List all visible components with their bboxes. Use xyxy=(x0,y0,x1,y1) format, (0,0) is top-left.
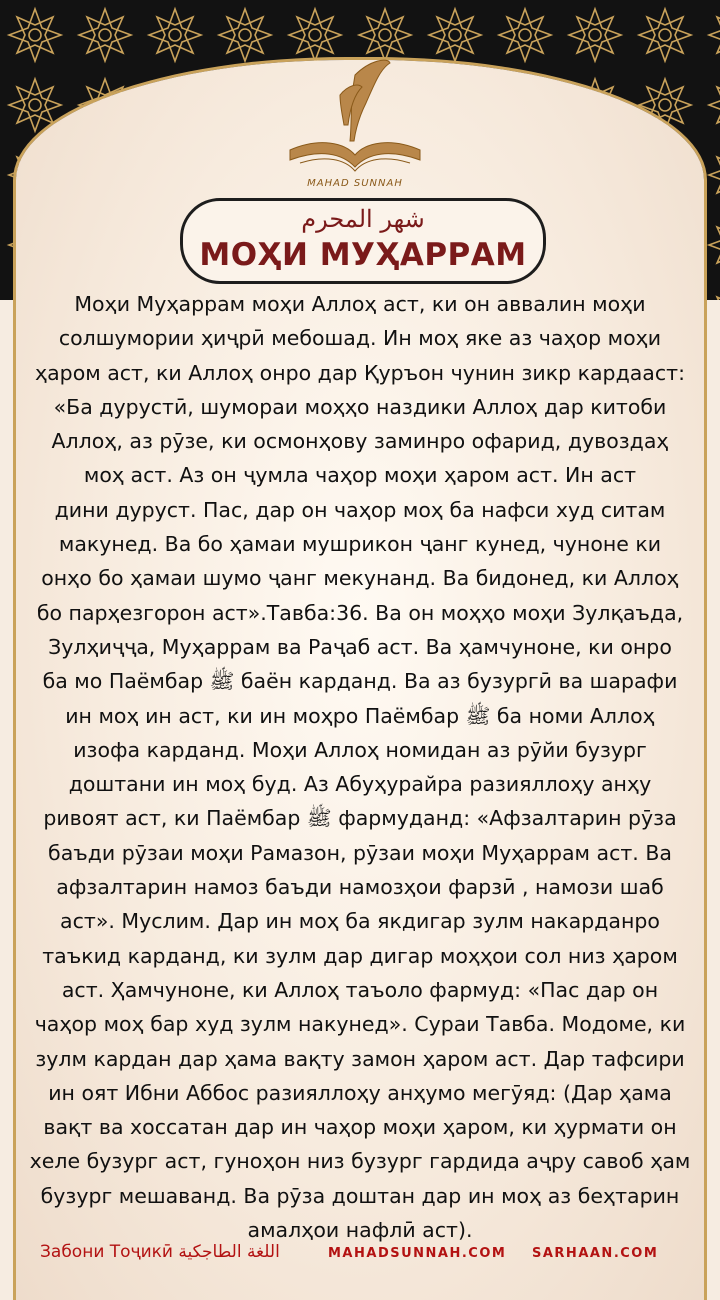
body-line: таъкид карданд, ки зулм дар дигар моҳҳои сол низ ҳаром xyxy=(42,943,678,968)
body-line: афзалтарин намоз баъди намозҳои фарзӣ , намози шаб xyxy=(56,875,664,900)
body-line: солшумории ҳиҷрӣ мебошад. Ин моҳ яке аз чаҳор моҳи xyxy=(58,326,662,351)
body-line: ҳаром аст, ки Аллоҳ онро дар Қуръон чунин зикр кардааст: xyxy=(34,360,685,385)
title-box xyxy=(180,198,546,284)
body-line: онҳо бо ҳамаи шумо ҷанг мекунанд. Ва бидонед, ки Аллоҳ xyxy=(41,566,679,591)
logo-label: MAHAD SUNNAH xyxy=(307,178,403,189)
body-line: баъди рӯзаи моҳи Рамазон, рӯзаи моҳи Муҳаррам аст. Ва xyxy=(48,840,672,865)
body-line: изофа карданд. Моҳи Аллоҳ номидан аз рӯйи бузург xyxy=(73,737,647,762)
body-line: амалҳои нафлӣ аст). xyxy=(247,1218,473,1243)
body-line: ин оят Ибни Аббос разияллоҳу анҳумо мегӯяд: (Дар ҳама xyxy=(48,1080,672,1105)
article-body xyxy=(14,287,706,1247)
body-line: «Ба дурустӣ, шумораи моҳҳо наздики Аллоҳ дар китоби xyxy=(53,394,667,419)
body-line: аст». Муслим. Дар ин моҳ ба якдигар зулм накарданро xyxy=(60,909,660,934)
body-line: ривоят аст, ки Паёмбар ﷺ фармуданд: «Афзалтарин рӯза xyxy=(43,806,677,831)
body-line: аст. Ҳамчуноне, ки Аллоҳ таъоло фармуд: «Пас дар он xyxy=(61,977,659,1002)
body-line: макунед. Ва бо ҳамаи мушрикон ҷанг кунед, чуноне ки xyxy=(58,532,662,557)
page-title: МОҲИ МУҲАРРАМ xyxy=(199,237,527,273)
body-line: хеле бузург аст, гуноҳон низ бузург гардида аҷру савоб ҳам xyxy=(29,1149,691,1174)
body-line: бузург мешаванд. Ва рӯза доштан дар ин моҳ аз беҳтарин xyxy=(40,1183,680,1208)
body-line: доштани ин моҳ буд. Аз Абуҳурайра разияллоҳу анҳу xyxy=(68,772,652,797)
footer-site-link[interactable]: SARHAAN.COM xyxy=(532,1246,659,1261)
body-line: вақт ва хоссатан дар ин чаҳор моҳи ҳаром, ки ҳурмати он xyxy=(43,1115,677,1140)
body-line: дини дуруст. Пас, дар он чаҳор моҳ ба нафси худ ситам xyxy=(54,497,666,522)
quill-book-icon xyxy=(270,55,440,190)
body-line: Аллоҳ, аз рӯзе, ки осмонҳову заминро офарид, дувоздаҳ xyxy=(51,429,669,454)
body-line: чаҳор моҳ бар худ зулм накунед». Сураи Тавба. Модоме, ки xyxy=(34,1012,686,1037)
footer-site-link[interactable]: MAHADSUNNAH.COM xyxy=(328,1246,507,1261)
body-line: Моҳи Муҳаррам моҳи Аллоҳ аст, ки он аввалин моҳи xyxy=(74,292,646,316)
body-line: бо парҳезгорон аст».Тавба:36. Ва он моҳҳо моҳи Зулқаъда, xyxy=(36,600,684,625)
body-line: ба мо Паёмбар ﷺ баён карданд. Ва аз бузургӣ ва шарафи xyxy=(42,669,678,694)
body-line: ин моҳ ин аст, ки ин моҳро Паёмбар ﷺ ба номи Аллоҳ xyxy=(65,703,655,728)
body-line: моҳ аст. Аз он ҷумла чаҳор моҳи ҳаром аст. Ин аст xyxy=(83,463,637,488)
body-line: зулм кардан дар ҳама вақту замон ҳаром аст. Дар тафсири xyxy=(35,1046,685,1071)
body-line: Зулҳиҷҷа, Муҳаррам ва Раҷаб аст. Ва ҳамчуноне, ки онро xyxy=(48,634,672,659)
footer-language: Забони Тоҷикӣ اللغة الطاجكية xyxy=(40,1242,280,1262)
footer xyxy=(0,1240,720,1280)
title-arabic: شهر المحرم xyxy=(301,205,425,233)
